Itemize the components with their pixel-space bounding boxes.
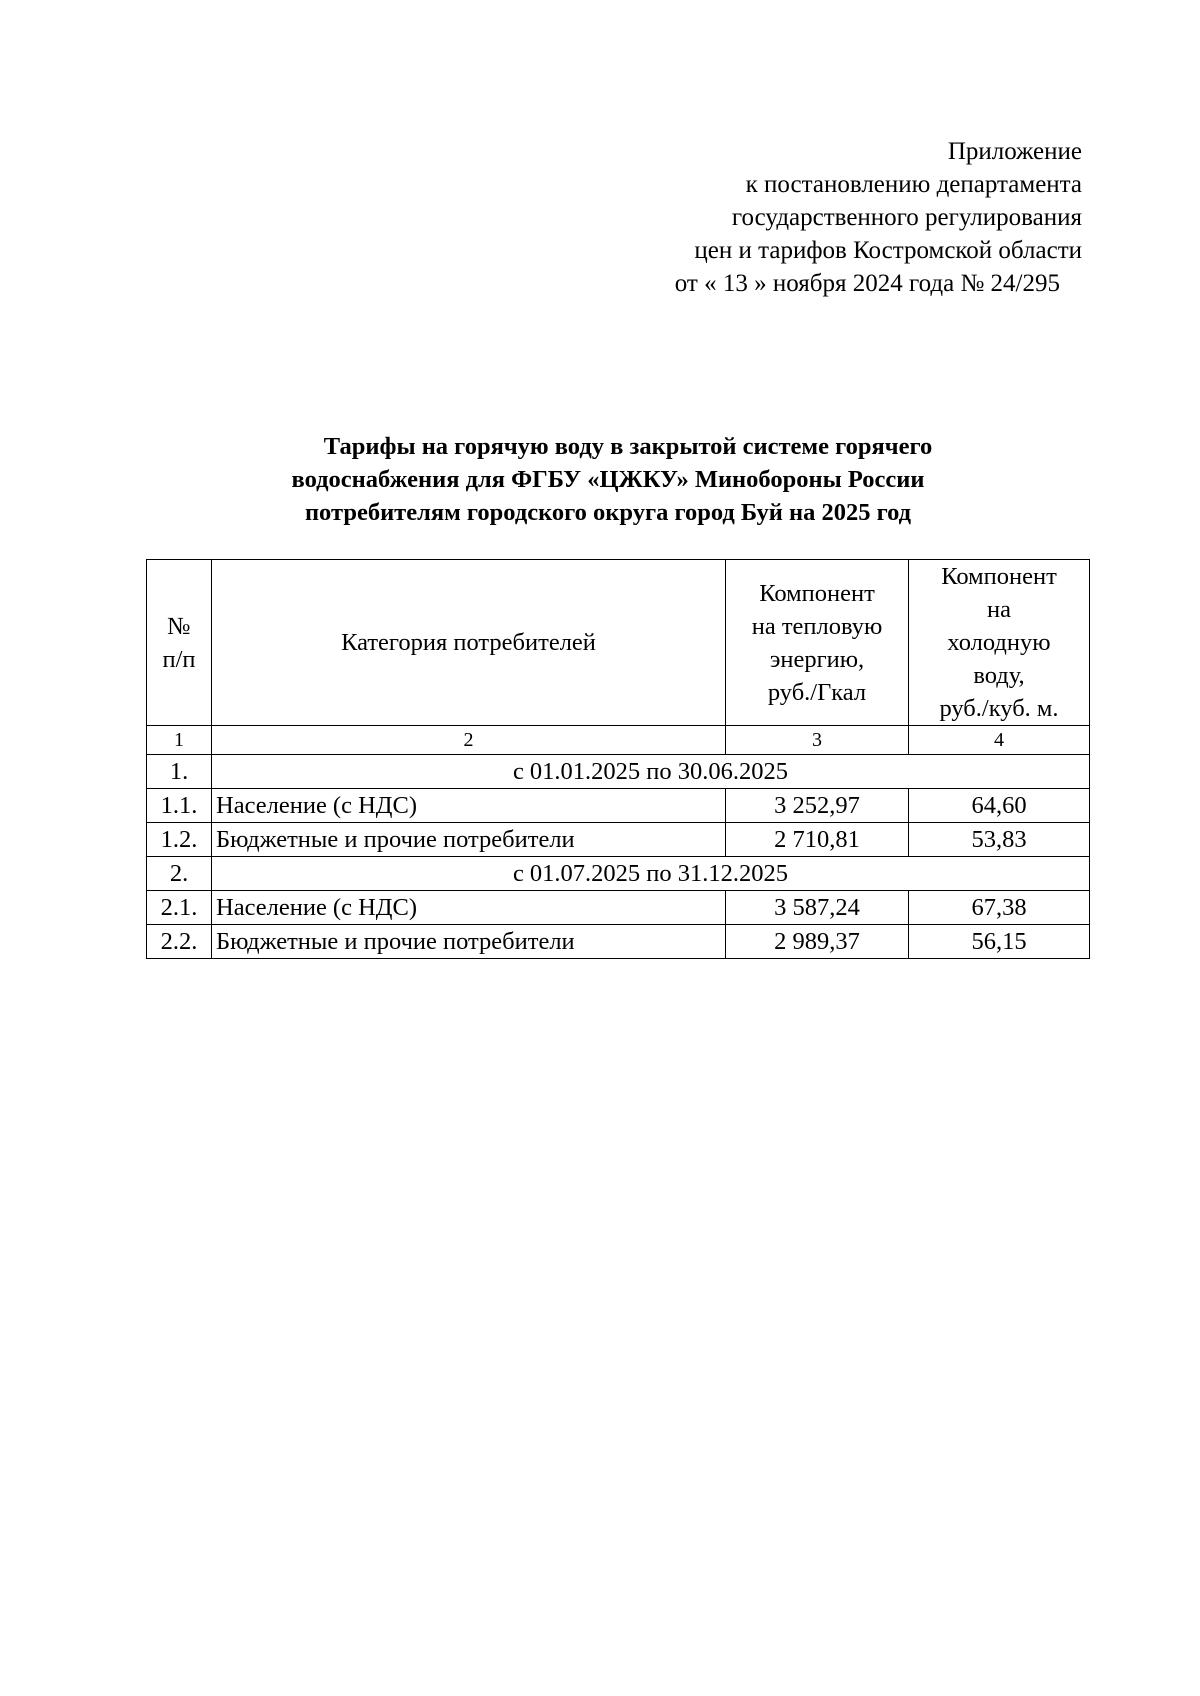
row-heat-value: 2 710,81 <box>726 823 909 857</box>
row-cold-value: 56,15 <box>909 925 1090 959</box>
column-index-row <box>147 726 1090 755</box>
title-line: потребителям городского округа город Буй на 2025 год <box>304 499 912 526</box>
row-category: Население (с НДС) <box>212 891 726 925</box>
table-row <box>147 925 1090 959</box>
row-category: Бюджетные и прочие потребители <box>212 823 726 857</box>
document-title <box>208 430 1008 529</box>
row-number: 2.1. <box>147 891 212 925</box>
row-category: Бюджетные и прочие потребители <box>212 925 726 959</box>
column-index: 1 <box>147 726 212 755</box>
title-line: Тарифы на горячую воду в закрытой системе горячего <box>323 433 933 460</box>
appendix-line: государственного регулирования <box>731 204 1082 231</box>
header-heat-line: энергию, <box>769 645 865 673</box>
header-heat-line: на тепловую <box>751 612 883 640</box>
header-heat-line: Компонент <box>759 579 875 607</box>
appendix-date-number: от « 13 » ноября 2024 года № 24/295 <box>674 270 1060 297</box>
header-number-sign: № <box>167 612 191 640</box>
header-number-abbr: п/п <box>162 645 196 673</box>
period-row <box>147 755 1090 789</box>
column-index: 2 <box>212 726 726 755</box>
column-index: 4 <box>909 726 1090 755</box>
row-number: 1.1. <box>147 789 212 823</box>
row-heat-value: 2 989,37 <box>726 925 909 959</box>
appendix-line: к постановлению департамента <box>745 171 1082 198</box>
appendix-block <box>562 135 1082 300</box>
header-cold-line: воду, <box>973 662 1025 689</box>
period-number: 1. <box>147 755 212 789</box>
row-number: 1.2. <box>147 823 212 857</box>
header-category: Категория потребителей <box>212 560 726 726</box>
title-line: водоснабжения для ФГБУ «ЦЖКУ» Минобороны России <box>291 466 925 493</box>
row-cold-value: 53,83 <box>909 823 1090 857</box>
row-heat-value: 3 587,24 <box>726 891 909 925</box>
row-heat-value: 3 252,97 <box>726 789 909 823</box>
header-cold-unit: руб./куб. м. <box>939 695 1059 722</box>
header-cold-line: Компонент <box>941 563 1057 590</box>
period-row <box>147 857 1090 891</box>
appendix-title: Приложение <box>947 138 1082 165</box>
row-cold-value: 64,60 <box>909 789 1090 823</box>
period-number: 2. <box>147 857 212 891</box>
header-cold-line: на <box>987 596 1011 623</box>
table-row <box>147 789 1090 823</box>
tariffs-table <box>146 559 1090 959</box>
row-category: Население (с НДС) <box>212 789 726 823</box>
table-row <box>147 823 1090 857</box>
row-cold-value: 67,38 <box>909 891 1090 925</box>
appendix-line: цен и тарифов Костромской области <box>694 237 1082 264</box>
table-header-row <box>147 560 1090 726</box>
header-heat-unit: руб./Гкал <box>767 678 867 706</box>
header-number <box>147 560 212 726</box>
column-index: 3 <box>726 726 909 755</box>
period-label: с 01.01.2025 по 30.06.2025 <box>212 755 1090 789</box>
header-cold-line: холодную <box>947 629 1051 656</box>
table-row <box>147 891 1090 925</box>
row-number: 2.2. <box>147 925 212 959</box>
header-cold-component <box>909 560 1090 726</box>
period-label: с 01.07.2025 по 31.12.2025 <box>212 857 1090 891</box>
header-heat-component <box>726 560 909 726</box>
